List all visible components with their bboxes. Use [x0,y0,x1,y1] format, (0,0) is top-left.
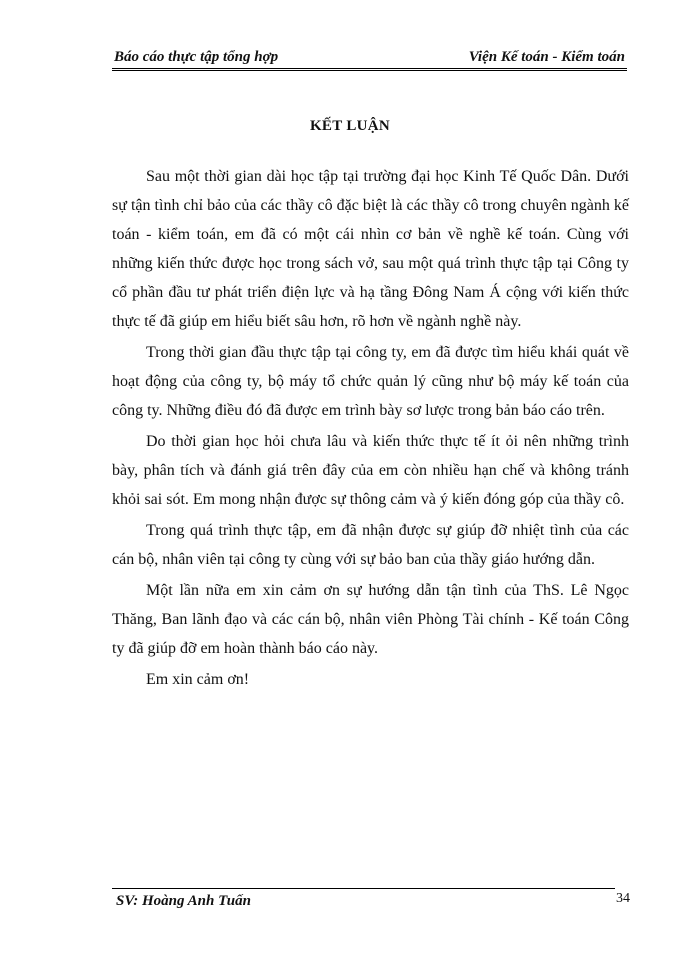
footer-divider [112,888,615,889]
paragraph: Do thời gian học hỏi chưa lâu và kiến thức thực tế ít ỏi nên những trình bày, phân tích và đánh giá trên đây của em còn nhiều hạn chế và không tránh khỏi sai sót. Em mong nhận được sự thông cảm và ý kiến đóng góp của thầy cô. [112,433,629,508]
page-header [112,44,627,71]
paragraph: Em xin cảm ơn! [146,671,250,688]
header-institute: Viện Kế toán - Kiểm toán [468,49,625,65]
header-report-title: Báo cáo thực tập tổng hợp [114,49,279,65]
paragraph: Trong thời gian đầu thực tập tại công ty, em đã được tìm hiểu khái quát về hoạt động của công ty, bộ máy tổ chức quản lý cũng như bộ máy kế toán của công ty. Những điều đó đã được em trình bày sơ lược trong bản báo cáo trên. [112,344,629,419]
footer-student-name: SV: Hoàng Anh Tuấn [116,893,251,909]
paragraph: Trong quá trình thực tập, em đã nhận được sự giúp đỡ nhiệt tình của các cán bộ, nhân viên tại công ty cùng với sự bảo ban của thầy giáo hướng dẫn. [112,522,629,568]
conclusion-body [112,162,629,696]
section-heading: KẾT LUẬN [309,118,391,134]
page-number: 34 [616,891,630,906]
paragraph: Sau một thời gian dài học tập tại trường đại học Kinh Tế Quốc Dân. Dưới sự tận tình chỉ bảo của các thầy cô đặc biệt là các thầy cô trong chuyên ngành kế toán - kiểm toán, em đã có một cái nhìn cơ bản về nghề kế toán. Cùng với những kiến thức được học trong sách vở, sau một quá trình thực tập tại Công ty cổ phần đầu tư phát triển điện lực và hạ tầng Đông Nam Á cộng với kiến thức thực tế đã giúp em hiểu biết sâu hơn, rõ hơn về ngành nghề này. [112,168,629,330]
paragraph: Một lần nữa em xin cảm ơn sự hướng dẫn tận tình của ThS. Lê Ngọc Thăng, Ban lãnh đạo và các cán bộ, nhân viên Phòng Tài chính - Kế toán Công ty đã giúp đỡ em hoàn thành báo cáo này. [112,582,629,657]
